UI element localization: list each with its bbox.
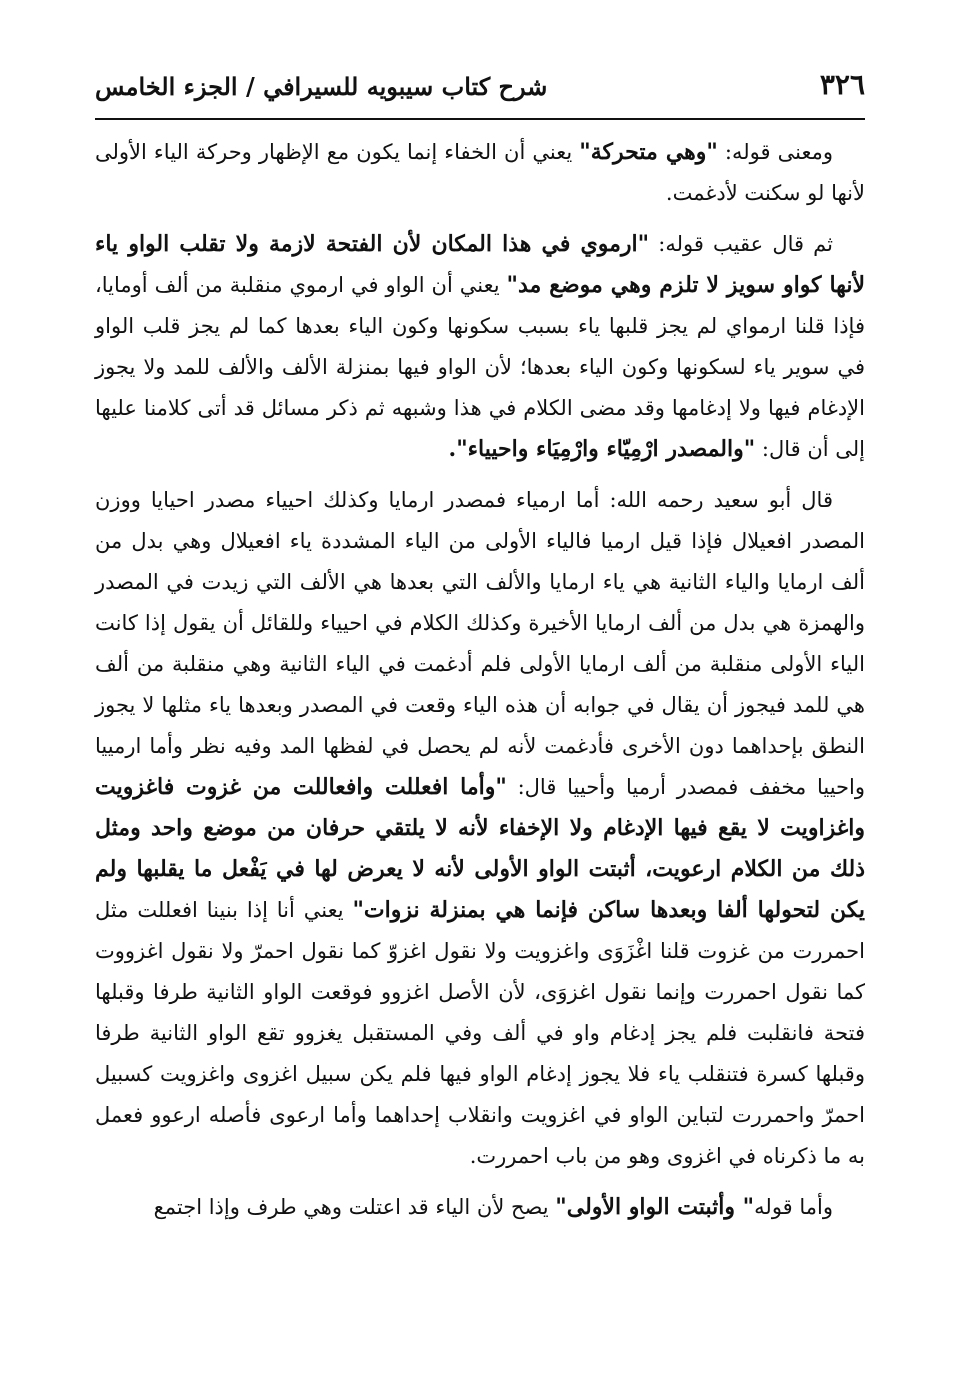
quoted-text: " وأثبتت الواو الأولى": [555, 1194, 755, 1220]
paragraph: [95, 480, 865, 1177]
text-run: ومعنى قوله:: [717, 140, 833, 164]
text-run: قال أبو سعيد رحمه الله: أما ارمياء فمصدر ارمايا وكذلك احيياء مصدر احيايا ووزن المصدر افعيلال فإذا قيل ارميا فالياء الأولى من الياء المشددة ياء افعيلال وهي بدل من ألف ارمايا والياء الثانية هي ياء ارمايا والألف التي بعدها هي الألف التي زيدت في المصدر والهمزة هي بدل من ألف ارمايا الأخيرة وكذلك الكلام في احيياء وللقائل أن يقول إذا كانت الياء الأولى منقلبة من ألف ارمايا الأولى فلم أدغمت في الياء الثانية وهي منقلبة من ألف هي للمد فيجوز أن يقال في جوابه أن هذه الياء وقعت في المصدر وبعدها ياء مثلها لا يجوز النطق بإحداهما دون الأخرى فأدغمت لأنه لم يحصل في لفظها المد وفيه نظر وأما ارمييا واحييا مخفف فمصدر أرميا وأحييا قال:: [95, 488, 866, 799]
document-page: [95, 60, 865, 1238]
quoted-text: "ارموي في هذا المكان لأن الفتحة لازمة ولا تقلب الواو ياء لأنها كواو سويز لا تلزم وهي موضع مد": [95, 231, 865, 298]
body-text: [95, 132, 865, 1228]
quoted-text: "وأما افعللت وافعاللت من غزوت فاغزويت واغزاويت لا يقع فيها الإدغام ولا الإخفاء لأنه لا يلتقي حرفان من موضع واحد ومثل ذلك من الكلام ارعويت، أثبتت الواو الأولى لأنه لا يعرض لها في يَفْعل ما يقلبها ولم يكن لتحولها ألفا وبعدها ساكن فإنما هي بمنزلة نزوات": [95, 774, 865, 923]
quoted-text: "وهي متحركة": [579, 139, 718, 165]
text-run: يعني أنا إذا بنينا افعللت مثل احمررت من غزوت قلنا اغْزَوَى واغزويت ولا نقول اغزوّ كما نقول احمرّ ولا نقول اغزووت كما نقول احمررت وإنما نقول اغزوَى، لأن الأصل اغزوو فوقعت الواو الثانية طرفا وقبلها فتحة فانقلبت فلم يجز إدغام واو في ألف وفي المستقبل يغزوو تقع الواو الثانية طرفا وقبلها كسرة فتنقلب ياء فلا يجوز إدغام الواو فيها فلم يكن سبيل اغزوى واغزويت كسبيل احمرّ واحمررت لتباين الواو في اغزويت وانقلاب إحداهما وأما ارعوى فأصله ارعوو فعمل به ما ذكرناه في اغزوى وهو من باب احمررت.: [95, 898, 865, 1168]
page-header: [95, 60, 865, 120]
text-run: ثم قال عقيب قوله:: [649, 232, 833, 256]
text-run: يصح لأن الياء قد اعتلت وهي طرف وإذا اجتمع: [153, 1195, 556, 1219]
paragraph: [95, 1187, 865, 1228]
paragraph: [95, 132, 865, 214]
quoted-text: "والمصدر ارْمِيّاء وارْمِيَاء واحيياء".: [448, 436, 756, 462]
text-run: يعني أن الخفاء إنما يكون مع الإظهار وحركة الياء الأولى لأنها لو سكنت لأدغمت.: [95, 140, 865, 205]
paragraph: [95, 224, 865, 470]
text-run: وأما قوله: [754, 1195, 833, 1219]
page-number: ٣٢٦: [819, 68, 865, 101]
text-run: يعني أن الواو في ارموي منقلبة من ألف أومايا، فإذا قلنا ارمواي لم يجز قلبها ياء بسبب سكونها وكون الياء بعدها كما لم يجز قلب الواو في سوير ياء لسكونها وكون الياء بعدها؛ لأن الواو فيها بمنزلة الألف والألف للمد ولا يجوز الإدغام فيها ولا إدغامها وقد مضى الكلام في هذا وشبهه ثم ذكر مسائل قد أتى كلامنا عليها إلى أن قال:: [95, 273, 865, 461]
running-title: شرح كتاب سيبويه للسيرافي / الجزء الخامس: [95, 72, 548, 101]
